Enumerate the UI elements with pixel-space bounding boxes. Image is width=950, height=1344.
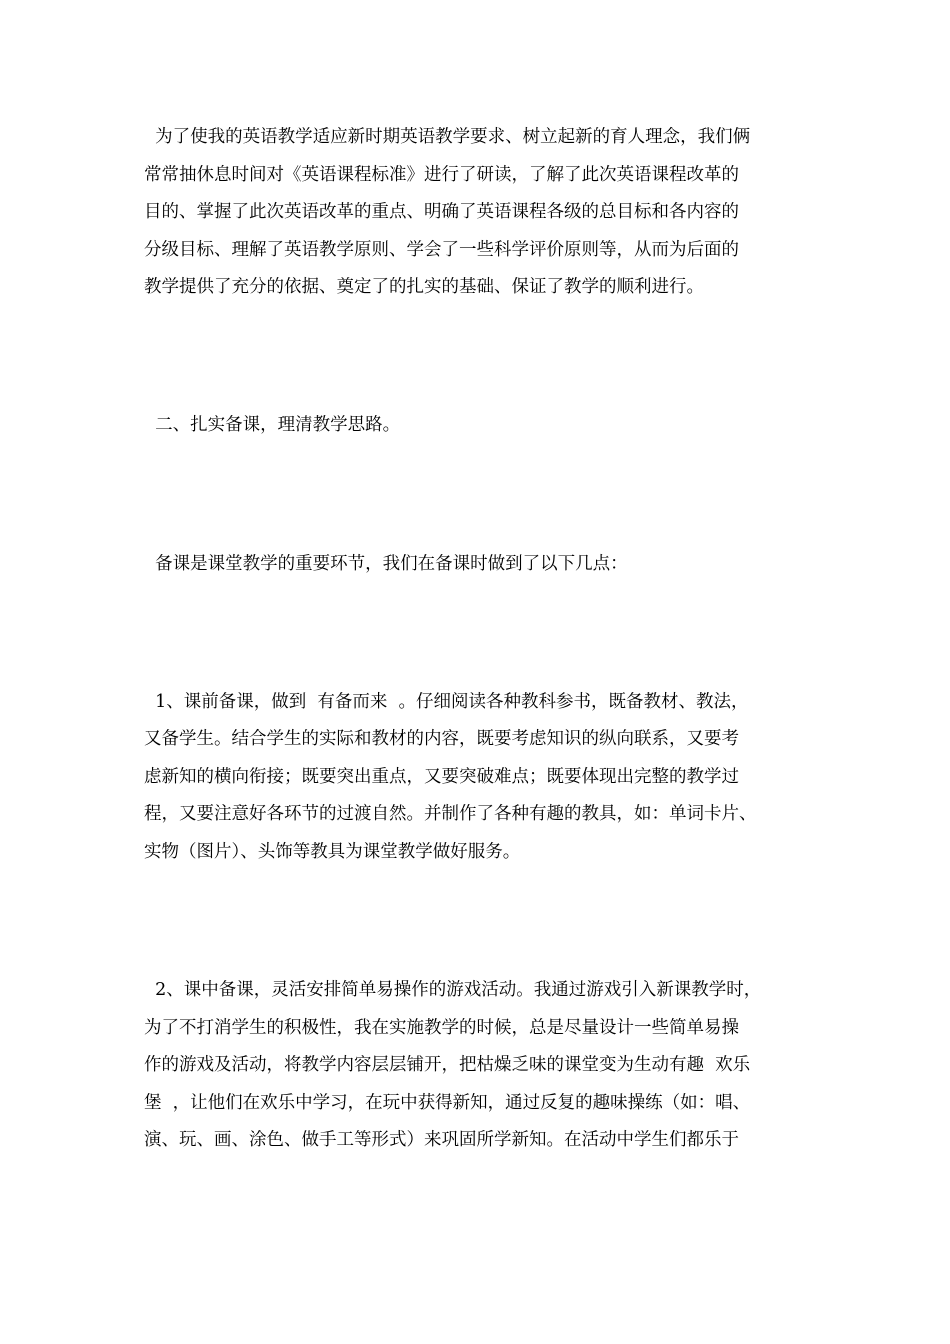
text-line: 为了不打消学生的积极性，我在实施教学的时候，总是尽量设计一些简单易操 xyxy=(144,1018,739,1038)
text-line: 2、课中备课，灵活安排简单易操作的游戏活动。我通过游戏引入新课教学时， xyxy=(144,980,762,1000)
text-line: 分级目标、理解了英语教学原则、学会了一些科学评价原则等，从而为后面的 xyxy=(144,240,739,260)
text-line: 为了使我的英语教学适应新时期英语教学要求、树立起新的育人理念，我们俩 xyxy=(144,127,751,147)
heading-line: 二、扎实备课，理清教学思路。 xyxy=(144,415,401,435)
text-line: 1、课前备课，做到 有备而来 。仔细阅读各种教科参书，既备教材、教法， xyxy=(144,692,749,712)
text-line: 实物（图片）、头饰等教具为课堂教学做好服务。 xyxy=(144,842,521,862)
text-line: 程，又要注意好各环节的过渡自然。并制作了各种有趣的教具，如：单词卡片、 xyxy=(144,804,757,824)
text-line: 虑新知的横向衔接；既要突出重点，又要突破难点；既要体现出完整的教学过 xyxy=(144,767,739,787)
text-line: 目的、掌握了此次英语改革的重点、明确了英语课程各级的总目标和各内容的 xyxy=(144,202,739,222)
text-line: 演、玩、画、涂色、做手工等形式）来巩固所学新知。在活动中学生们都乐于 xyxy=(144,1130,739,1150)
text-line: 教学提供了充分的依据、奠定了的扎实的基础、保证了教学的顺利进行。 xyxy=(144,277,704,297)
text-line: 备课是课堂教学的重要环节，我们在备课时做到了以下几点： xyxy=(144,554,628,574)
text-line: 常常抽休息时间对《英语课程标准》进行了研读，了解了此次英语课程改革的 xyxy=(144,165,739,185)
text-line: 作的游戏及活动，将教学内容层层铺开，把枯燥乏味的课堂变为生动有趣 欢乐 xyxy=(144,1055,751,1075)
text-line: 堡 ，让他们在欢乐中学习，在玩中获得新知，通过反复的趣味操练（如：唱、 xyxy=(144,1093,751,1113)
text-line: 又备学生。结合学生的实际和教材的内容，既要考虑知识的纵向联系，又要考 xyxy=(144,729,739,749)
